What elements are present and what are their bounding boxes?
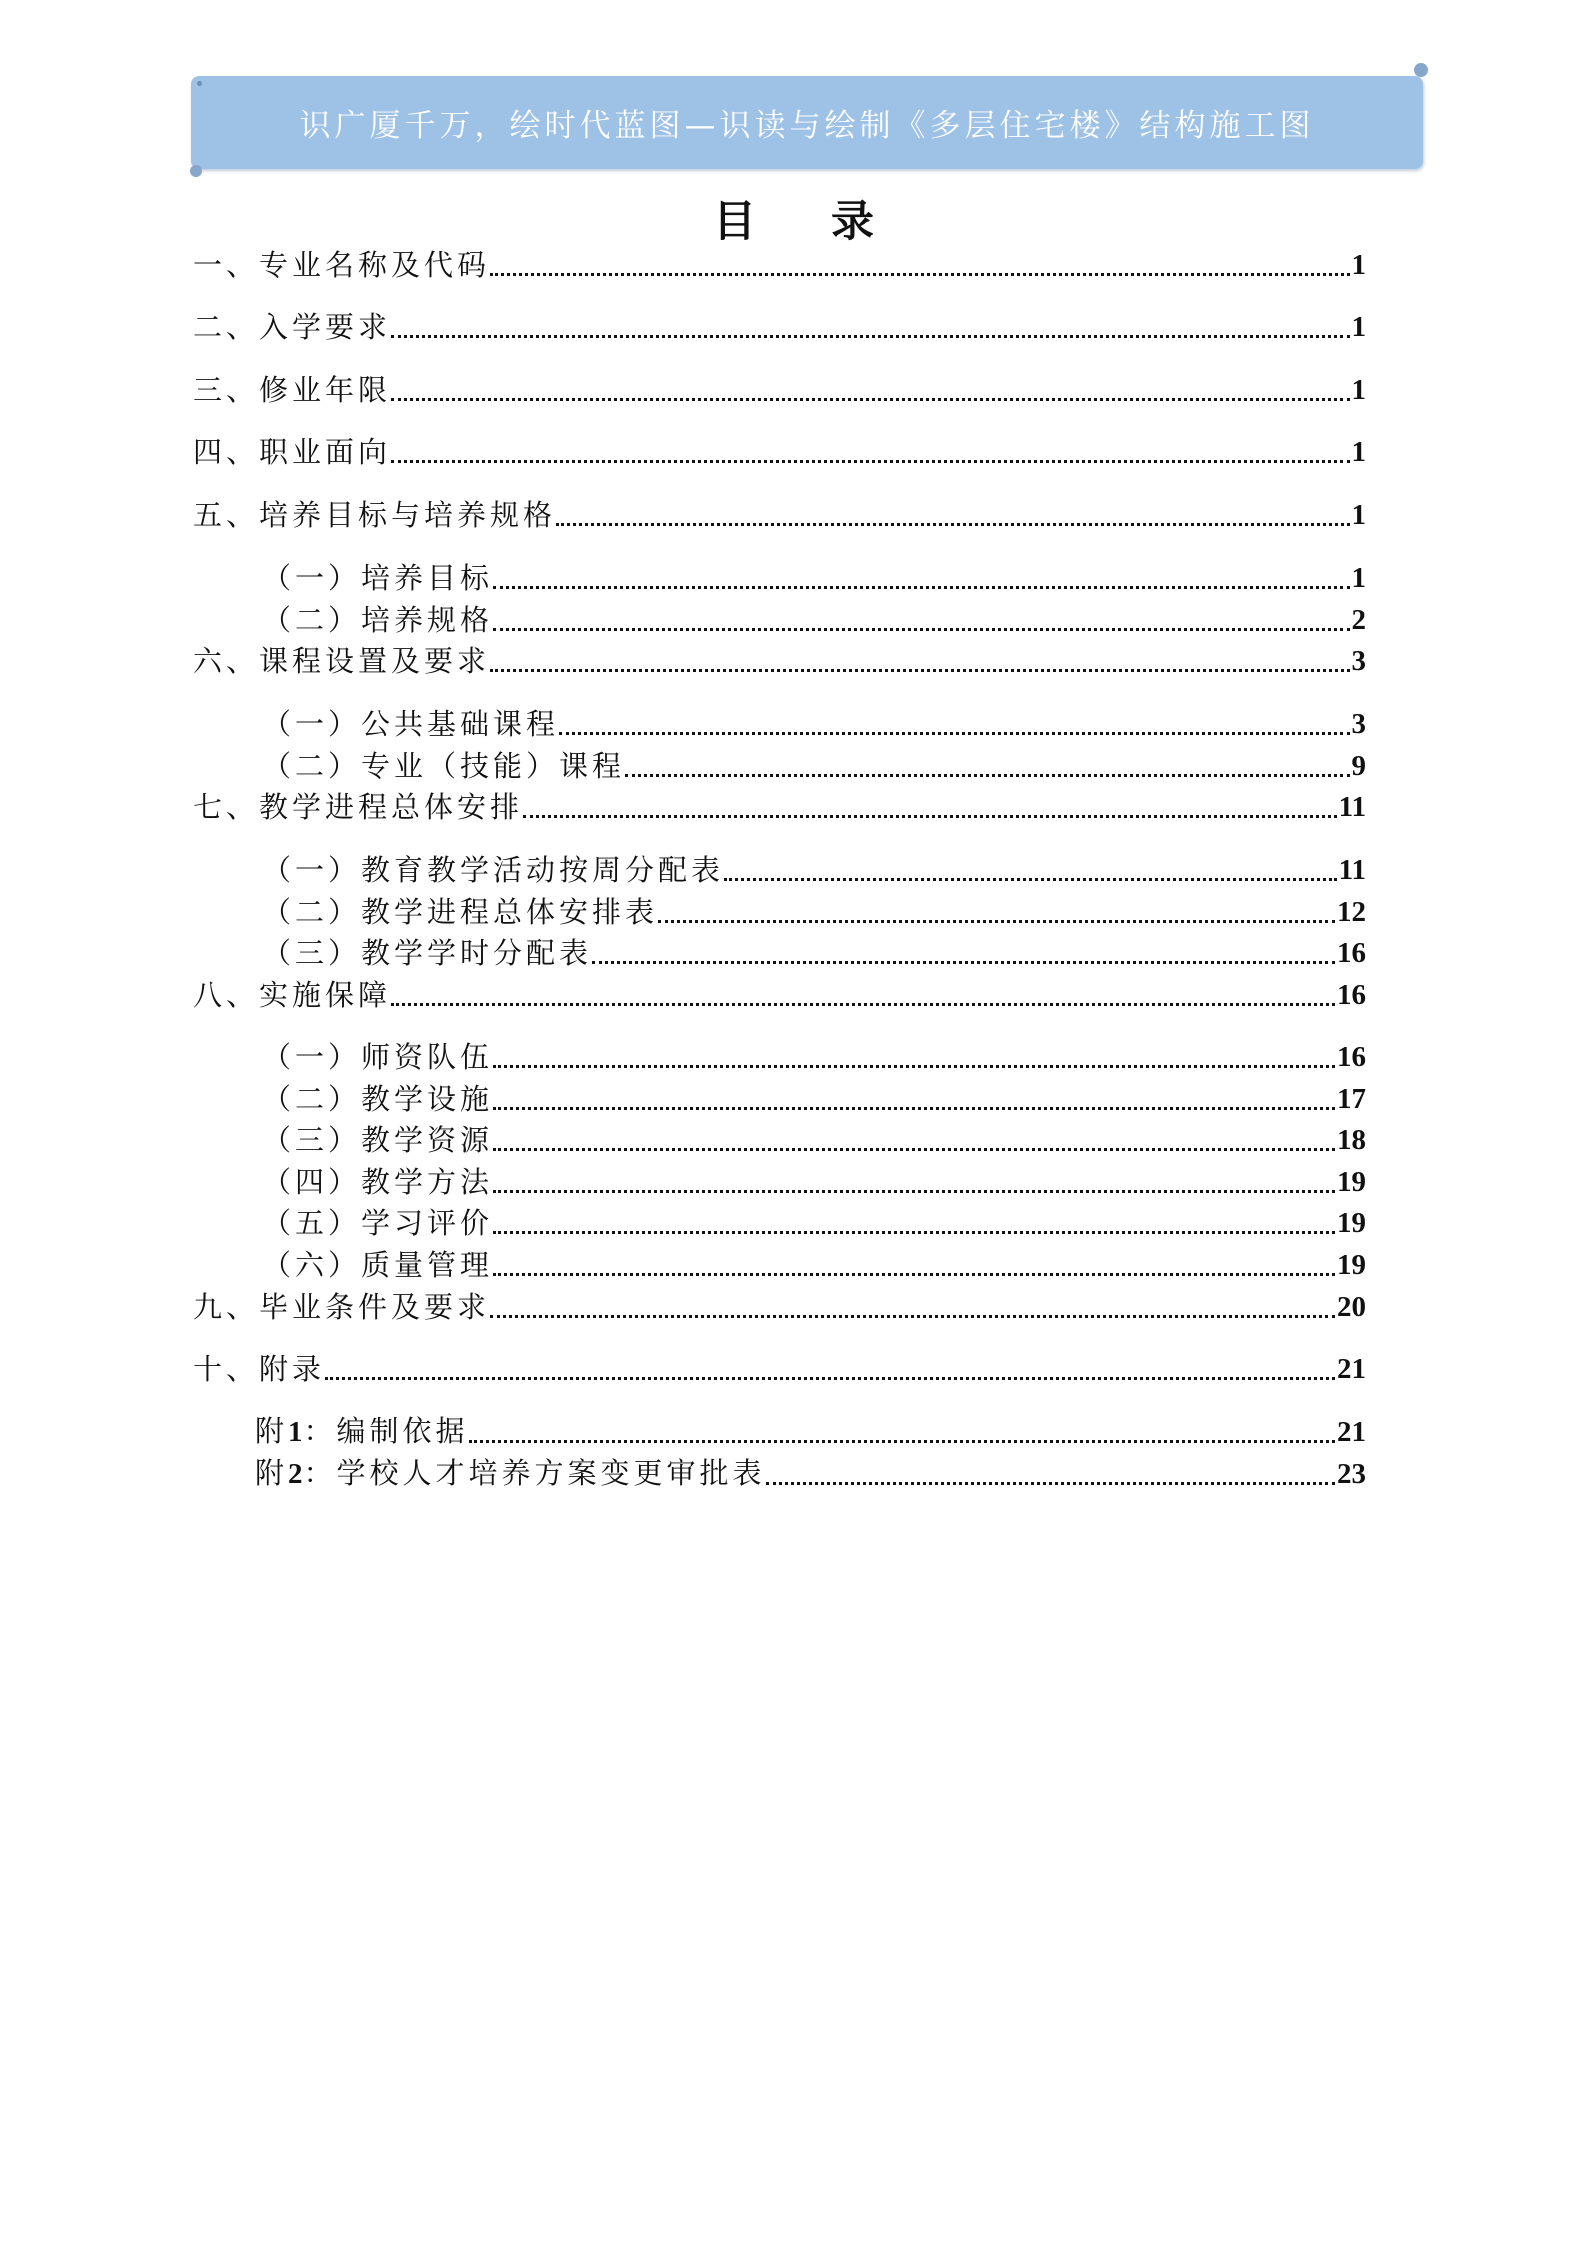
toc-entry-label: 六、课程设置及要求	[193, 644, 491, 678]
toc-entry-page: 17	[1337, 1083, 1366, 1115]
toc-entry-page: 12	[1337, 896, 1366, 928]
toc-leader-dots	[493, 1190, 1335, 1193]
toc-entry-label	[255, 1453, 766, 1494]
toc-leader-dots	[493, 1273, 1335, 1276]
toc-entry-page: 1	[1351, 436, 1366, 468]
toc-entry-label: （二）教学进程总体安排表	[262, 895, 659, 929]
toc-entry-page: 11	[1338, 791, 1366, 823]
toc-entry-label: （四）教学方法	[262, 1165, 494, 1199]
toc-entry-label: （一）教育教学活动按周分配表	[262, 853, 725, 887]
toc-entry[interactable]	[255, 1412, 1366, 1452]
toc-leader-dots	[766, 1482, 1335, 1485]
toc-entry-label: 四、职业面向	[193, 435, 392, 469]
toc-entry-label: （二）教学设施	[262, 1082, 494, 1116]
toc-leader-dots	[325, 1377, 1335, 1380]
toc-entry-page: 19	[1337, 1166, 1366, 1198]
toc-entry-page: 19	[1337, 1249, 1366, 1281]
toc-entry[interactable]	[193, 495, 1366, 535]
toc-entry[interactable]	[262, 850, 1366, 890]
toc-entry-label: 九、毕业条件及要求	[193, 1290, 491, 1324]
toc-entry-page: 16	[1337, 979, 1366, 1011]
toc-entry[interactable]	[262, 1245, 1366, 1285]
toc-entry[interactable]	[262, 1079, 1366, 1119]
toc-entry-page: 21	[1337, 1416, 1366, 1448]
toc-entry-page: 1	[1351, 249, 1366, 281]
appendix-title: ：学校人才培养方案变更审批表	[303, 1456, 766, 1490]
toc-entry-page: 20	[1337, 1291, 1366, 1323]
toc-leader-dots	[493, 1148, 1335, 1151]
toc-entry-page: 19	[1337, 1207, 1366, 1239]
appendix-prefix: 附	[255, 1414, 289, 1448]
toc-entry-page: 23	[1337, 1458, 1366, 1490]
toc-entry[interactable]	[193, 787, 1366, 827]
toc-entry-label: （二）专业（技能）课程	[262, 749, 626, 783]
toc-leader-dots	[493, 628, 1349, 631]
toc-entry-page: 21	[1337, 1353, 1366, 1385]
toc-leader-dots	[391, 398, 1349, 401]
toc-entry-label: （二）培养规格	[262, 603, 494, 637]
toc-leader-dots	[658, 920, 1335, 923]
toc-entry-page: 18	[1337, 1124, 1366, 1156]
toc-entry-label: （一）师资队伍	[262, 1040, 494, 1074]
toc-entry-label: 七、教学进程总体安排	[193, 790, 524, 824]
toc-entry-label: 三、修业年限	[193, 373, 392, 407]
toc-entry-page: 11	[1338, 854, 1366, 886]
appendix-prefix: 附	[255, 1456, 289, 1490]
toc-leader-dots	[391, 460, 1349, 463]
toc-entry-label: 二、入学要求	[193, 310, 392, 344]
toc-entry-label: 八、实施保障	[193, 978, 392, 1012]
appendix-title: ：编制依据	[303, 1414, 469, 1448]
toc-entry-label: （六）质量管理	[262, 1248, 494, 1282]
toc-entry-page: 1	[1351, 374, 1366, 406]
toc-entry[interactable]	[193, 245, 1366, 285]
toc-entry[interactable]	[262, 600, 1366, 640]
toc-leader-dots	[493, 586, 1349, 589]
banner-curl-decoration	[1414, 63, 1428, 77]
toc-entry[interactable]	[262, 704, 1366, 744]
appendix-number: 2	[288, 1458, 304, 1490]
banner-title: 识广厦千万，绘时代蓝图—识读与绘制《多层住宅楼》结构施工图	[299, 108, 1315, 144]
toc-entry-page: 1	[1351, 311, 1366, 343]
toc-leader-dots	[625, 774, 1349, 777]
toc-entry-label: （三）教学资源	[262, 1123, 494, 1157]
toc-leader-dots	[490, 669, 1349, 672]
toc-entry-page: 16	[1337, 1041, 1366, 1073]
toc-leader-dots	[559, 732, 1349, 735]
toc-entry-page: 9	[1351, 750, 1366, 782]
toc-entry-label	[255, 1411, 469, 1452]
toc-leader-dots	[592, 961, 1335, 964]
toc-entry[interactable]	[262, 558, 1366, 598]
toc-entry[interactable]	[262, 1037, 1366, 1077]
toc-leader-dots	[556, 523, 1349, 526]
toc-entry-label: 十、附录	[193, 1352, 326, 1386]
toc-entry-page: 3	[1351, 708, 1366, 740]
toc-leader-dots	[469, 1440, 1335, 1443]
toc-entry[interactable]	[255, 1454, 1366, 1494]
toc-entry-page: 1	[1351, 562, 1366, 594]
toc-leader-dots	[391, 335, 1349, 338]
toc-leader-dots	[523, 815, 1337, 818]
toc-entry-page: 16	[1337, 937, 1366, 969]
appendix-number: 1	[288, 1416, 304, 1448]
toc-leader-dots	[493, 1107, 1335, 1110]
toc-title: 目 录	[713, 197, 904, 247]
toc-entry[interactable]	[262, 1120, 1366, 1160]
toc-leader-dots	[490, 273, 1349, 276]
toc-entry-label: 五、培养目标与培养规格	[193, 498, 557, 532]
toc-entry[interactable]	[193, 370, 1366, 410]
toc-leader-dots	[493, 1065, 1335, 1068]
toc-leader-dots	[391, 1003, 1335, 1006]
toc-entry-label: （一）培养目标	[262, 561, 494, 595]
toc-entry[interactable]	[262, 933, 1366, 973]
toc-leader-dots	[493, 1231, 1335, 1234]
toc-entry[interactable]	[193, 432, 1366, 472]
toc-entry-page: 3	[1351, 645, 1366, 677]
toc-entry[interactable]	[262, 1203, 1366, 1243]
toc-leader-dots	[490, 1315, 1335, 1318]
toc-entry-label: （一）公共基础课程	[262, 707, 560, 741]
toc-entry-label: （三）教学学时分配表	[262, 936, 593, 970]
toc-entry[interactable]	[193, 1349, 1366, 1389]
toc-entry[interactable]	[262, 1162, 1366, 1202]
toc-entry[interactable]	[193, 1287, 1366, 1327]
toc-entry-page: 1	[1351, 499, 1366, 531]
toc-entry[interactable]	[193, 307, 1366, 347]
toc-entry[interactable]	[193, 641, 1366, 681]
toc-entry[interactable]	[193, 975, 1366, 1015]
toc-entry[interactable]	[262, 892, 1366, 932]
toc-entry-label: 一、专业名称及代码	[193, 248, 491, 282]
toc-entry[interactable]	[262, 746, 1366, 786]
header-banner	[191, 76, 1423, 169]
toc-leader-dots	[724, 878, 1337, 881]
toc-entry-page: 2	[1351, 604, 1366, 636]
toc-entry-label: （五）学习评价	[262, 1206, 494, 1240]
